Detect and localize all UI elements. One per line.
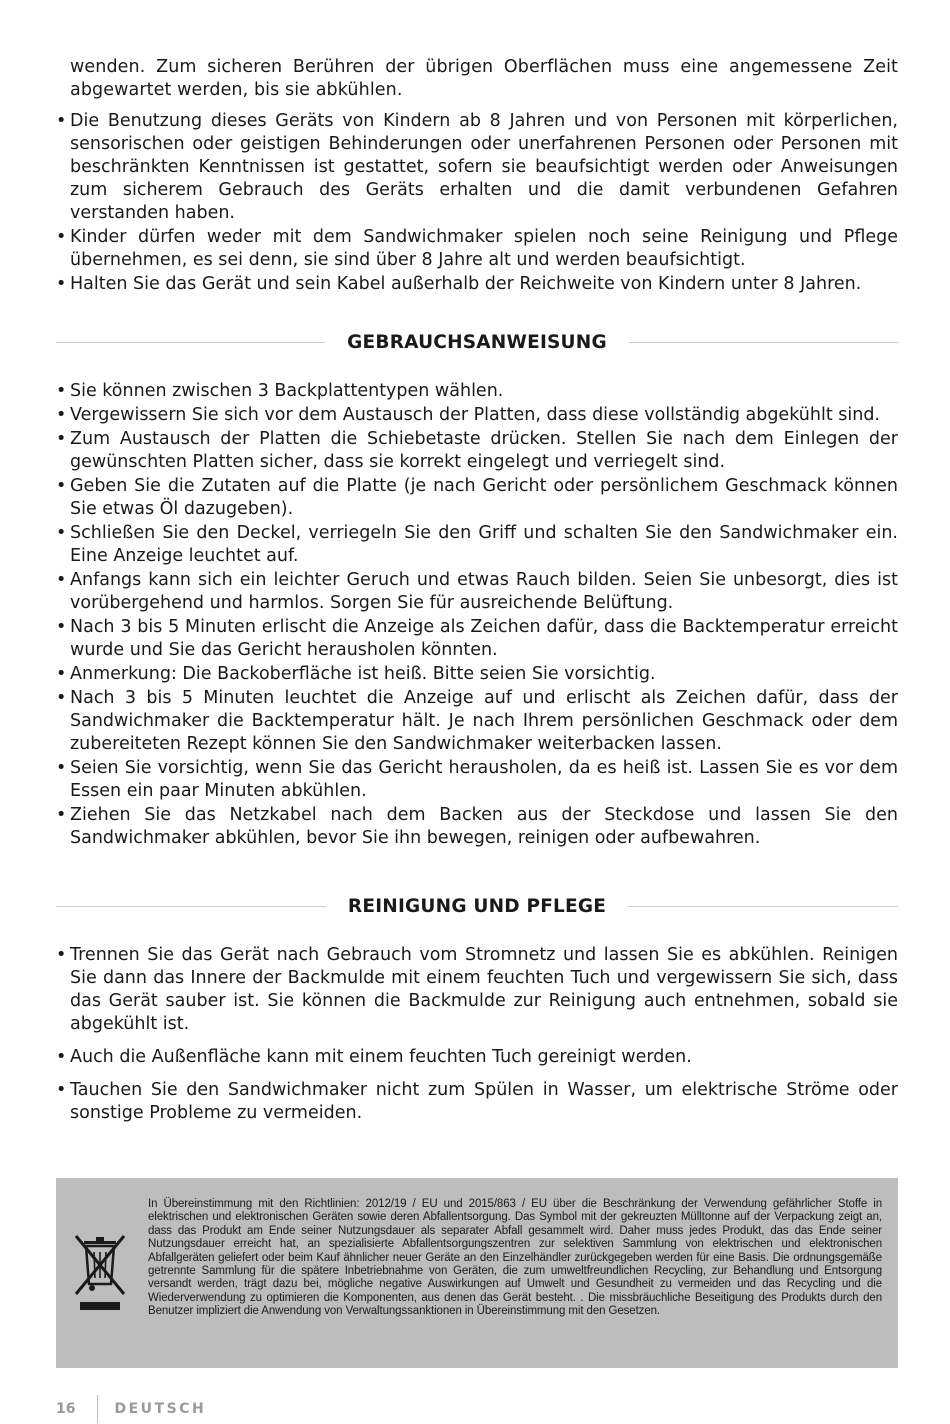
bullet: • [56,274,67,294]
list-item: • Zum Austausch der Platten die Schiebetaste drücken. Stellen Sie nach dem Einlegen der gewünschten Platten sicher, dass sie korrekt eingelegt und verriegelt sind. [56,429,898,472]
list-item: • Ziehen Sie das Netzkabel nach dem Backen aus der Steckdose und lassen Sie den Sandwichmaker abkühlen, bevor Sie ihn bewegen, reinigen oder aufbewahren. [56,805,898,848]
weee-notice-text: In Übereinstimmung mit den Richtlinien: 2012/19 / EU und 2015/863 / EU über die Beschränkung der Verwendung gefährlicher Stoffe in elektrischen und elektronischen Geräten sowie deren Abfallentsorgung. Das Symbol mit der gekreuzten Mülltonne auf der Verpackung zeigt an, dass das Produkt am Ende seiner Nutzungsdauer als separater Abfall gesammelt wird. Daher muss jedes Produkt, das das Ende seiner Nutzungsdauer erreicht hat, an spezialisierte Abfallentsorgungszentren zur selektiven Sammlung von elektrischen und elektronischen Abfallgeräten geliefert oder beim Kauf ähnlicher neuer Geräte an den Einzelhändler zurückgegeben werden für eine Basis. Die ordnungsgemäße getrennte Sammlung für die spätere Inbetriebnahme von Geräten, die zum umweltfreundlichen Recycling, zur Behandlung und Entsorgung versandt werden, trägt dazu bei, mögliche negative Auswirkungen auf Umwelt und Gesundheit zu vermeiden und das Recycling und die Wiederverwendung zu optimieren die Komponenten, aus denen das Gerät besteht. . Die missbräuchliche Beseitigung des Produkts durch den Benutzer impliziert die Anwendung von Verwaltungssanktionen in Übereinstimmung mit den Gesetzen. [148,1198,882,1318]
bullet: • [56,758,67,778]
bullet: • [56,111,67,131]
section-title: REINIGUNG UND PFLEGE [347,896,607,917]
footer-divider [97,1395,98,1423]
language-label: DEUTSCH [114,1401,207,1417]
usage-list [56,380,898,850]
section-heading-usage [56,332,898,353]
safety-notes [56,56,898,297]
divider-left [56,906,326,907]
weee-notice-box [56,1178,898,1368]
bullet: • [56,1080,67,1100]
bullet: • [56,664,67,684]
list-item: • Kinder dürfen weder mit dem Sandwichmaker spielen noch seine Reinigung und Pflege übernehmen, es sei denn, sie sind über 8 Jahre alt und werden beaufsichtigt. [56,227,898,270]
list-item: • Tauchen Sie den Sandwichmaker nicht zum Spülen in Wasser, um elektrische Ströme oder sonstige Probleme zu vermeiden. [56,1080,898,1123]
bullet: • [56,429,67,449]
page-footer [56,1396,206,1422]
list-item: • Trennen Sie das Gerät nach Gebrauch vom Stromnetz und lassen Sie es abkühlen. Reinigen Sie dann das Innere der Backmulde mit einem feuchten Tuch und vergewissern Sie sich, dass das Gerät sauber ist. Sie können die Backmulde zur Reinigung auch entnehmen, sobald sie abgekühlt ist. [56,945,898,1034]
list-item: • Anmerkung: Die Backoberfläche ist heiß. Bitte seien Sie vorsichtig. [56,664,656,684]
divider-left [56,342,325,343]
bullet: • [56,805,67,825]
cleaning-instructions [56,944,898,1126]
section-heading-cleaning [56,896,898,917]
bullet: • [56,617,67,637]
list-item: • Die Benutzung dieses Geräts von Kindern ab 8 Jahren und von Personen mit körperlichen, sensorischen oder geistigen Behinderungen oder unerfahrenen Personen oder Personen mit beschränkten Kenntnissen ist gestattet, sofern sie beaufsichtigt werden oder Anweisungen zum sicherem Gebrauch des Geräts erhalten und die damit verbundenen Gefahren verstanden haben. [56,111,898,223]
safety-list [56,110,898,296]
list-item: • Nach 3 bis 5 Minuten leuchtet die Anzeige auf und erlischt als Zeichen dafür, dass der Sandwichmaker die Backtemperatur hält. Je nach Ihrem persönlichen Geschmack oder dem zubereiteten Rezept können Sie den Sandwichmaker weiterbacken lassen. [56,688,898,754]
page-number: 16 [56,1401,76,1417]
bullet: • [56,381,67,401]
bullet: • [56,688,67,708]
bullet: • [56,1047,67,1067]
bullet: • [56,945,67,965]
list-item: • Auch die Außenfläche kann mit einem feuchten Tuch gereinigt werden. [56,1047,692,1067]
list-item: • Anfangs kann sich ein leichter Geruch und etwas Rauch bilden. Seien Sie unbesorgt, dies ist vorübergehend und harmlos. Sorgen Sie für ausreichende Belüftung. [56,570,898,613]
divider-right [628,906,898,907]
list-item: • Geben Sie die Zutaten auf die Platte (je nach Gericht oder persönlichem Geschmack können Sie etwas Öl dazugeben). [56,476,898,519]
usage-instructions [56,380,898,851]
list-item: • Nach 3 bis 5 Minuten erlischt die Anzeige als Zeichen dafür, dass die Backtemperatur erreicht wurde und Sie das Gericht herausholen könnten. [56,617,898,660]
list-item: • Vergewissern Sie sich vor dem Austausch der Platten, dass diese vollständig abgekühlt sind. [56,405,880,425]
crossed-out-wheelie-bin-icon [70,1232,130,1316]
list-item: • Schließen Sie den Deckel, verriegeln Sie den Griff und schalten Sie den Sandwichmaker ein. Eine Anzeige leuchtet auf. [56,523,898,566]
bullet: • [56,570,67,590]
list-item: • Sie können zwischen 3 Backplattentypen wählen. [56,381,504,401]
bullet: • [56,405,67,425]
list-item: • Halten Sie das Gerät und sein Kabel außerhalb der Reichweite von Kindern unter 8 Jahren. [56,274,862,294]
bullet: • [56,523,67,543]
cleaning-list [56,944,898,1125]
bullet: • [56,227,67,247]
list-item: • Seien Sie vorsichtig, wenn Sie das Gericht herausholen, da es heiß ist. Lassen Sie es vor dem Essen ein paar Minuten abkühlen. [56,758,898,801]
bullet: • [56,476,67,496]
continuation-text: wenden. Zum sicheren Berühren der übrigen Oberflächen muss eine angemessene Zeit abgewartet werden, bis sie abkühlen. [70,57,898,100]
divider-right [629,342,898,343]
section-title: GEBRAUCHSANWEISUNG [347,332,607,353]
